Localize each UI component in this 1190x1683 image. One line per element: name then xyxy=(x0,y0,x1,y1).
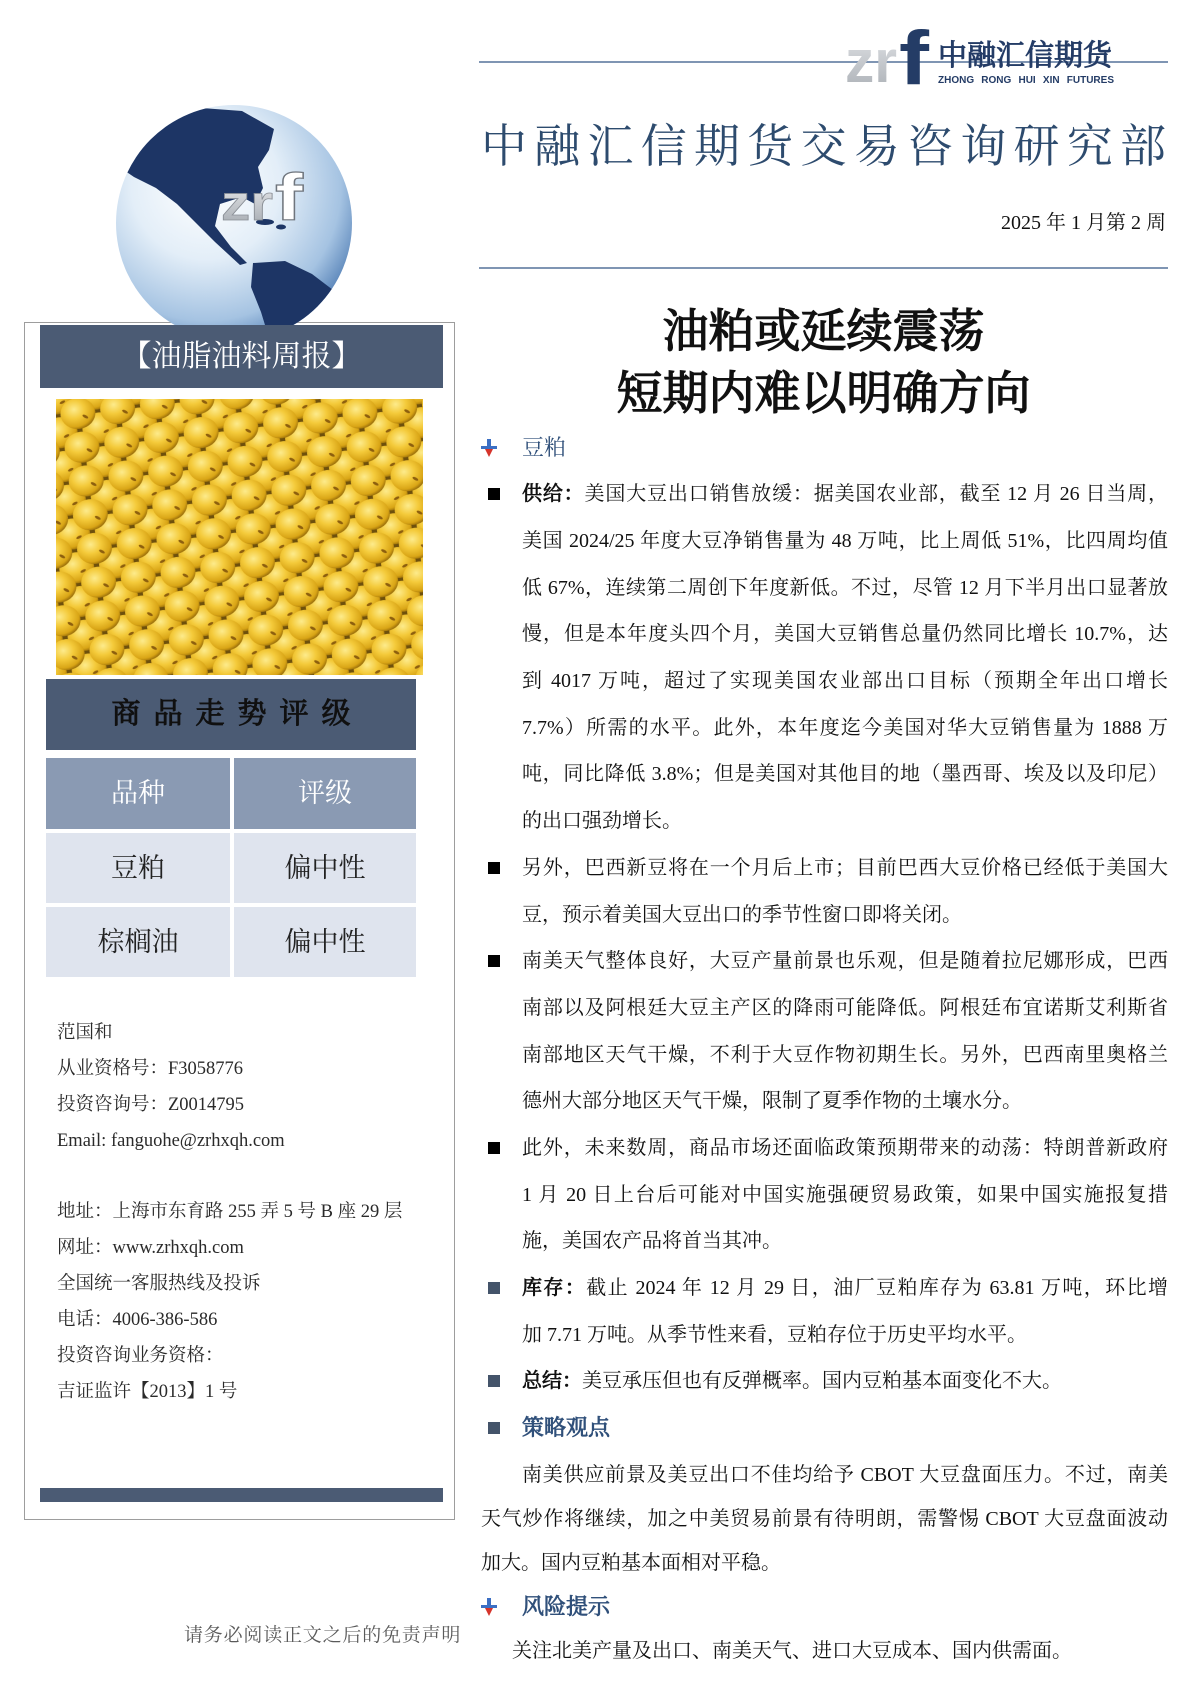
company-name-cn: 中融汇信期货 xyxy=(938,40,1113,72)
paragraph-line: 豆，预示着美国大豆出口的季节性窗口即将关闭。 xyxy=(522,903,962,926)
rating-table-cell: 豆粕 xyxy=(46,833,230,903)
paragraph-line xyxy=(522,471,1168,518)
risk-text: 关注北美产量及出口、南美天气、进口大豆成本、国内供需面。 xyxy=(512,1640,1072,1662)
paragraph-line: 南部以及阿根廷大豆主产区的降雨可能降低。阿根廷布宜诺斯艾利斯省 xyxy=(522,996,1168,1019)
bullet-square-icon xyxy=(488,488,500,500)
analyst-info xyxy=(57,1015,447,1159)
paragraph-line: 南部地区天气干燥，不利于大豆作物初期生长。另外，巴西南里奥格兰 xyxy=(522,1043,1168,1066)
paragraph-line: 到 4017 万吨，超过了实现美国农业部出口目标（预期全年出口增长 xyxy=(522,670,1168,693)
summary-paragraph xyxy=(479,1358,1168,1405)
paragraph-text: 美国大豆出口销售放缓：据美国农业部，截至 12 月 26 日当周， xyxy=(584,483,1168,506)
paragraph-line: 加大。国内豆粕基本面相对平稳。 xyxy=(481,1552,781,1574)
summary-label: 总结： xyxy=(522,1370,582,1393)
brazil-paragraph xyxy=(479,845,1168,938)
bullet-square-icon xyxy=(488,862,500,874)
strategy-heading-text: 策略观点 xyxy=(522,1415,611,1441)
bullet-square-icon xyxy=(488,955,500,967)
department-title: 中融汇信期货交易咨询研究部 xyxy=(481,121,1166,172)
paragraph-text: 截止 2024 年 12 月 29 日，油厂豆粕库存为 63.81 万吨，环比增 xyxy=(586,1277,1168,1300)
paragraph-line: 此外，未来数周，商品市场还面临政策预期带来的动荡：特朗普新政府 xyxy=(522,1136,1168,1159)
paragraph-line: 慢，但是本年度头四个月，美国大豆销售总量仍然同比增长 10.7%，达 xyxy=(522,623,1168,646)
paragraph-line: 加 7.71 万吨。从季节性来看，豆粕存位于历史平均水平。 xyxy=(522,1323,1027,1346)
paragraph-line: 南美天气整体良好，大豆产量前景也乐观，但是随着拉尼娜形成，巴西 xyxy=(522,950,1168,973)
paragraph-line: 吨，同比降低 3.8%；但是美国对其他目的地（墨西哥、埃及以及印尼） xyxy=(522,763,1168,786)
paragraph-text: 美豆承压但也有反弹概率。国内豆粕基本面变化不大。 xyxy=(582,1370,1062,1393)
rating-table-header-variety: 品种 xyxy=(46,758,230,829)
rating-table-header-rating: 评级 xyxy=(234,758,416,829)
paragraph-line xyxy=(522,1358,1168,1405)
soymeal-section xyxy=(479,425,1168,1452)
analyst-email: Email: fanguohe@zrhxqh.com xyxy=(57,1131,285,1151)
section-heading-text: 豆粕 xyxy=(522,434,567,460)
paragraph-line: 另外，巴西新豆将在一个月后上市；目前巴西大豆价格已经低于美国大 xyxy=(522,856,1168,879)
company-name-en: ZHONG RONG HUI XIN FUTURES xyxy=(938,75,1114,86)
company-website: 网址：www.zrhxqh.com xyxy=(57,1238,244,1258)
company-address: 地址：上海市东育路 255 弄 5 号 B 座 29 层 xyxy=(57,1202,403,1222)
analyst-name: 范国和 xyxy=(57,1023,113,1043)
paragraph-line: 低 67%，连续第二周创下年度新低。不过，尽管 12 月下半月出口显著放 xyxy=(522,576,1168,599)
paragraph-line: 的出口强劲增长。 xyxy=(522,810,682,833)
globe-logo-accent: f xyxy=(275,160,305,234)
paragraph-line: 施，美国农产品将首当其冲。 xyxy=(522,1230,782,1253)
paragraph-line: 1 月 20 日上台后可能对中国实施强硬贸易政策，如果中国实施报复措 xyxy=(522,1183,1168,1206)
logo-mark-accent: f xyxy=(899,26,930,90)
weather-paragraph xyxy=(479,938,1168,1125)
inventory-paragraph xyxy=(479,1265,1168,1358)
section-arrow-icon xyxy=(481,439,497,457)
paragraph-line: 美国 2024/25 年度大豆净销售量为 48 万吨，比上周低 51%，比四周均值 xyxy=(522,530,1168,553)
soybean-photo xyxy=(56,399,423,675)
headline-line-2: 短期内难以明确方向 xyxy=(616,368,1031,419)
section-arrow-icon xyxy=(481,1598,497,1616)
section-heading-text: 风险提示 xyxy=(522,1594,611,1619)
strategy-heading xyxy=(479,1405,1168,1452)
supply-label: 供给： xyxy=(522,483,585,506)
company-hotline-label: 全国统一客服热线及投诉 xyxy=(57,1274,261,1294)
report-type-banner: 【油脂油料周报】 xyxy=(40,325,443,388)
bullet-square-icon xyxy=(488,1375,500,1387)
company-qualification-label: 投资咨询业务资格： xyxy=(57,1346,224,1366)
header-rule-bottom xyxy=(479,267,1168,269)
company-logo-mark xyxy=(845,26,937,90)
globe-logo-gray: zr xyxy=(221,175,273,231)
bullet-square-icon xyxy=(488,1142,500,1154)
inventory-label: 库存： xyxy=(522,1277,587,1300)
bullet-square-icon xyxy=(488,1282,500,1294)
paragraph-line: 德州大部分地区天气干燥，限制了夏季作物的土壤水分。 xyxy=(522,1090,1022,1113)
paragraph-line xyxy=(522,1265,1168,1312)
section-heading-soymeal xyxy=(479,425,1168,472)
analyst-license: 从业资格号：F3058776 xyxy=(57,1059,244,1079)
section-heading-risk xyxy=(479,1585,1168,1629)
globe-logo-image xyxy=(113,102,355,344)
rating-table-cell: 棕榈油 xyxy=(46,907,230,977)
issue-date: 2025 年 1 月第 2 周 xyxy=(1001,212,1166,234)
disclaimer-note: 请务必阅读正文之后的免责声明 xyxy=(184,1625,462,1646)
company-phone: 电话：4006-386-586 xyxy=(57,1310,218,1330)
strategy-and-risk-section xyxy=(479,1453,1168,1673)
paragraph-line: 7.7%）所需的水平。此外，本年度迄今美国对华大豆销售量为 1888 万 xyxy=(522,716,1168,739)
bullet-square-icon xyxy=(488,1422,500,1434)
company-qualification-number: 吉证监许【2013】1 号 xyxy=(57,1382,238,1402)
headline-line-1: 油粕或延续震荡 xyxy=(662,306,985,357)
rating-table-cell: 偏中性 xyxy=(234,833,416,903)
logo-mark-gray: zr xyxy=(845,28,897,90)
paragraph-line: 南美供应前景及美豆出口不佳均给予 CBOT 大豆盘面压力。不过，南美 xyxy=(522,1464,1168,1486)
rating-table-cell: 偏中性 xyxy=(234,907,416,977)
sidebar-bottom-bar xyxy=(40,1488,443,1502)
paragraph-line: 天气炒作将继续，加之中美贸易前景有待明朗，需警惕 CBOT 大豆盘面波动 xyxy=(481,1508,1168,1530)
analyst-consult-number: 投资咨询号：Z0014795 xyxy=(57,1095,245,1115)
rating-title-banner: 商品走势评级 xyxy=(46,679,416,750)
company-info xyxy=(57,1194,447,1410)
supply-paragraph xyxy=(479,471,1168,845)
policy-paragraph xyxy=(479,1125,1168,1265)
